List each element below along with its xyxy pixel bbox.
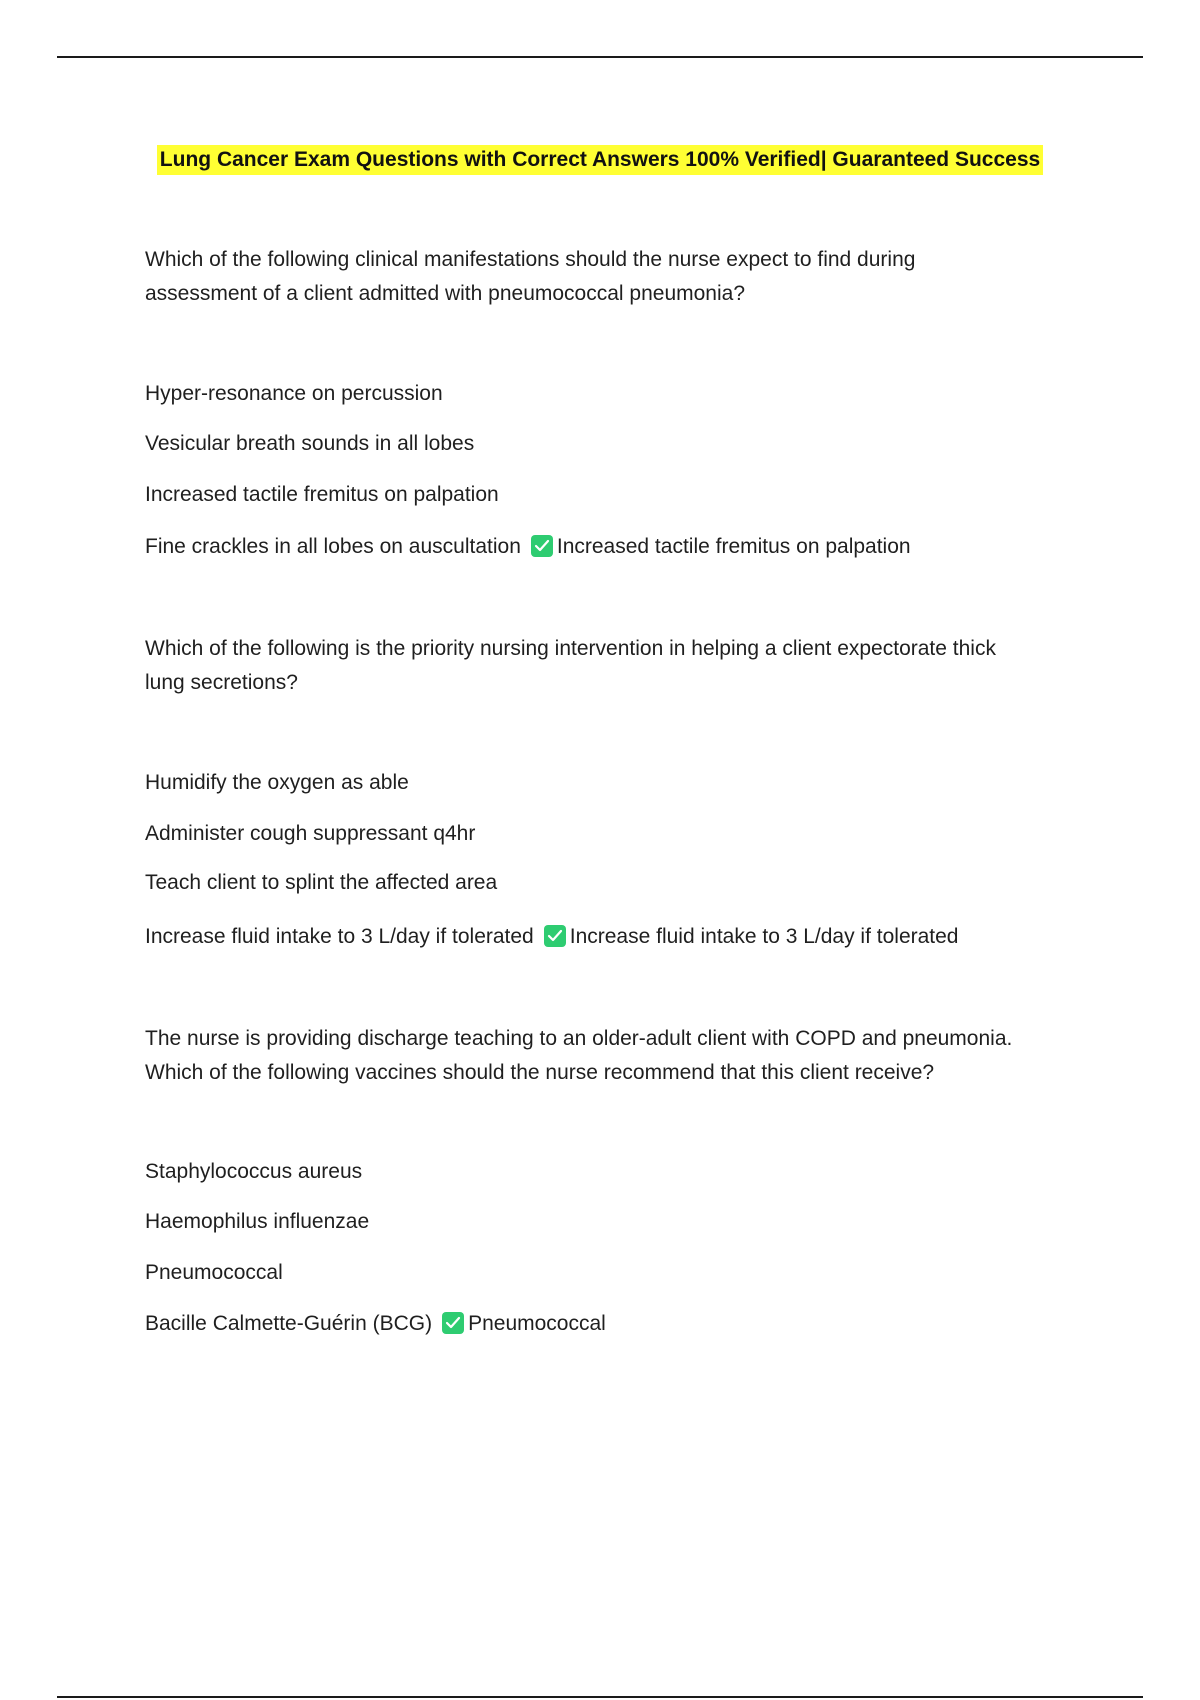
document-title: Lung Cancer Exam Questions with Correct Answers 100% Verified| Guaranteed Success	[157, 145, 1043, 175]
question-1-option-3: Increased tactile fremitus on palpation	[145, 483, 499, 506]
question-1-answer: Increased tactile fremitus on palpation	[556, 535, 911, 558]
question-3-line-1: The nurse is providing discharge teaching to an older-adult client with COPD and pneumonia.	[145, 1027, 1013, 1050]
question-1-line-2: assessment of a client admitted with pneumococcal pneumonia?	[145, 282, 745, 305]
question-2-line-1: Which of the following is the priority nursing intervention in helping a client expectorate thick	[145, 637, 996, 660]
footer-rule	[57, 1696, 1143, 1698]
question-1-option-4-answer	[145, 533, 1085, 561]
question-2-option-2: Administer cough suppressant q4hr	[145, 822, 476, 845]
check-mark-icon	[442, 1312, 464, 1334]
question-1-option-1: Hyper-resonance on percussion	[145, 382, 443, 405]
question-3-option-2: Haemophilus influenzae	[145, 1210, 370, 1233]
question-3-option-3: Pneumococcal	[145, 1261, 283, 1284]
question-2-option-1: Humidify the oxygen as able	[145, 771, 409, 794]
question-1-line-1: Which of the following clinical manifestations should the nurse expect to find during	[145, 248, 916, 271]
header-rule	[57, 56, 1143, 58]
check-mark-icon	[531, 535, 553, 557]
question-3-option-1: Staphylococcus aureus	[145, 1160, 363, 1183]
question-3-answer: Pneumococcal	[468, 1312, 606, 1335]
check-mark-icon	[544, 925, 566, 947]
question-3-option-4-answer	[145, 1310, 1085, 1338]
question-1-option-4: Fine crackles in all lobes on auscultation	[145, 535, 521, 558]
question-2-answer: Increase fluid intake to 3 L/day if tolerated	[569, 925, 959, 948]
question-3-text	[145, 1022, 1085, 1090]
question-3-option-4: Bacille Calmette-Guérin (BCG)	[145, 1312, 433, 1335]
question-1-option-2: Vesicular breath sounds in all lobes	[145, 432, 475, 455]
question-1-text	[145, 243, 1085, 311]
question-2-option-4: Increase fluid intake to 3 L/day if tolerated	[145, 925, 534, 948]
question-2-option-4-answer	[145, 923, 1085, 951]
question-3-line-2: Which of the following vaccines should the nurse recommend that this client receive?	[145, 1061, 935, 1084]
question-2-line-2: lung secretions?	[145, 671, 298, 694]
title-container	[0, 145, 1200, 175]
question-2-text	[145, 632, 1085, 700]
question-2-option-3: Teach client to splint the affected area	[145, 871, 498, 894]
